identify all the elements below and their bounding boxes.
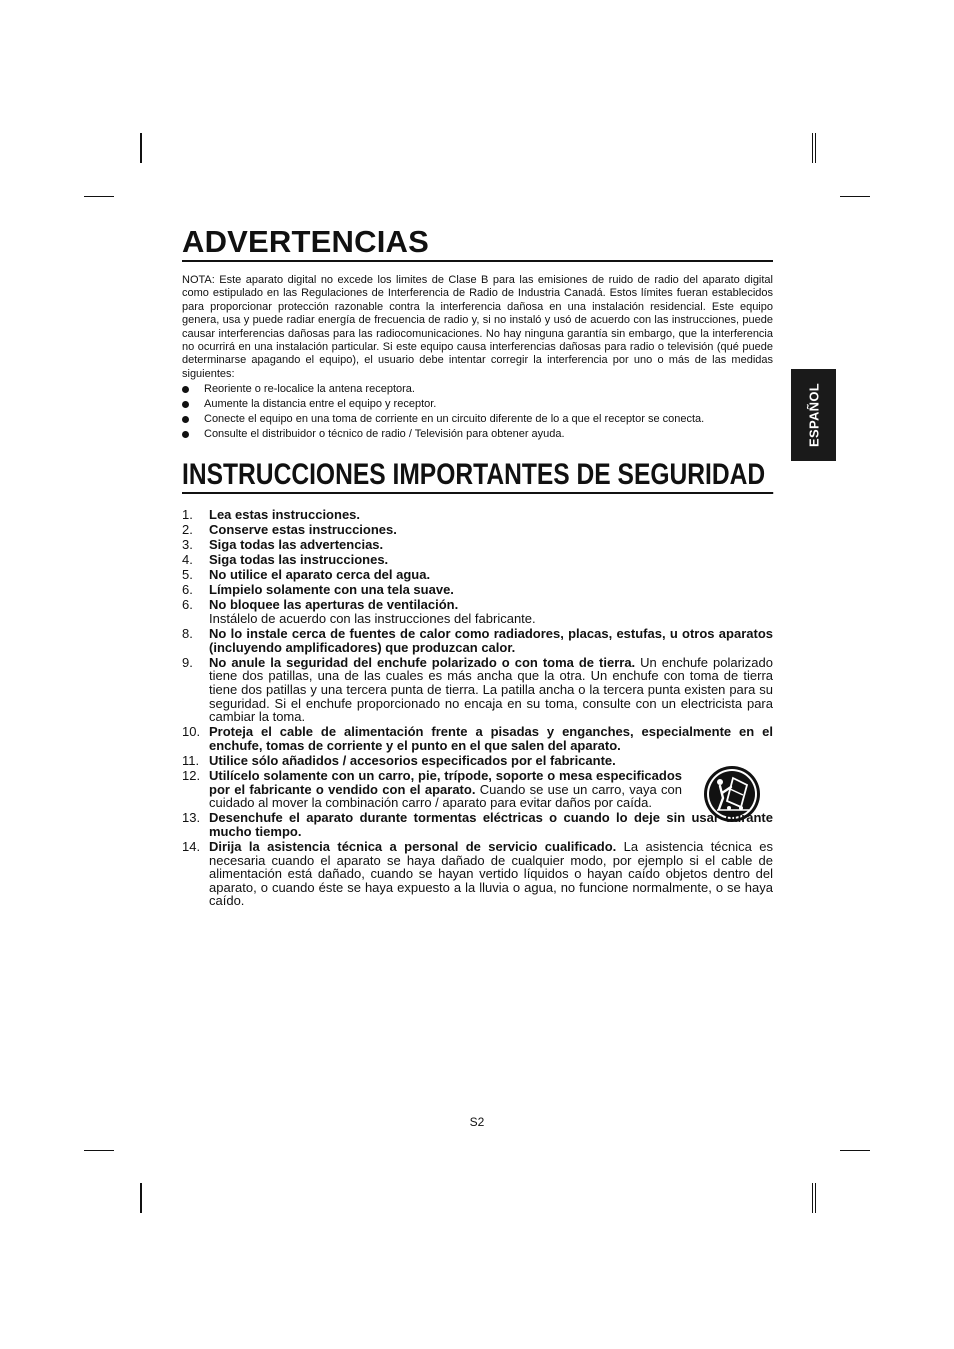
- bullet-dot-icon: [182, 416, 189, 423]
- bullet-text: Conecte el equipo en una toma de corriente en un circuito diferente de lo a que el receptor se conecta.: [204, 413, 705, 426]
- crop-mark: [84, 196, 114, 197]
- instruction-bold-text: No bloquee las aperturas de ventilación.: [209, 597, 459, 613]
- instruction-item: [182, 769, 773, 810]
- instruction-number: 6.: [182, 582, 193, 598]
- crop-mark: [840, 1150, 870, 1151]
- bullet-text: Aumente la distancia entre el equipo y receptor.: [204, 398, 437, 411]
- warnings-title: ADVERTENCIAS: [182, 224, 773, 262]
- safety-section: [182, 458, 773, 494]
- language-tab: [791, 369, 836, 461]
- instruction-item: [182, 598, 773, 625]
- instruction-text: Un enchufe polarizado tiene dos patillas, una de las cuales es más ancha que la otra. Un enchufe con toma de tierra tiene dos patillas y una tercera punta de tierra. La patilla ancha o la tercera punta existen para su seguridad. Si el enchufe proporcionado no encaja en su toma, consulte con un electricista para cambiar la toma.: [209, 654, 774, 725]
- bullet-dot-icon: [182, 386, 189, 393]
- instruction-text: La asistencia técnica es necesaria cuando el aparato se haya dañado de cualquier modo, por ejemplo si el cable de alimentación está dañado, cuando se hayan vertido líquidos o hayan caído objetos dentro del aparato, o cuando éste se haya expuesto a la lluvia o agua, no funcione normalmente, o se haya caído.: [209, 839, 773, 909]
- instruction-bold-text: Conserve estas instrucciones.: [209, 521, 397, 537]
- instruction-number: 5.: [182, 567, 193, 583]
- bullet-text: Reoriente o re-localice la antena receptora.: [204, 383, 415, 396]
- instruction-item: [182, 583, 773, 597]
- crop-mark: [812, 1183, 813, 1213]
- instruction-number: 11.: [182, 752, 200, 768]
- instruction-number: 12.: [182, 768, 201, 784]
- warnings-bullet-list: [182, 382, 773, 442]
- crop-mark: [840, 196, 870, 197]
- crop-mark: [812, 133, 813, 163]
- warnings-note: NOTA: Este aparato digital no excede los limites de Clase B para las emisiones de ruido de radio del aparato digital como estipulado en las Regulaciones de Interferencia de Radio de Industria Canadá. Estos límites fueran establecidos para proporcionar protección razonable contra la interferencia dañosa en una instalación residencial. Este equipo genera, usa y puede radiar energía de frecuencia de radio y, si no instaló y usó de acuerdo con las instrucciones, puede causar interferencias dañosas para las radiocomunicaciones. No hay ninguna garantía sin embargo, que la interferencia no ocurrirá en una instalación particular. Si este equipo causa interferencias dañosas para radio o televisión (qué puede determinarse apagando el equipo), el usuario debe intentar corregir la interferencia por uno o más de las medidas siguientes:: [182, 274, 773, 380]
- crop-mark: [815, 133, 816, 163]
- instruction-item: [182, 811, 773, 838]
- instruction-bold-text: Desenchufe el aparato durante tormentas eléctricas o cuando lo deje sin usar durante mucho tiempo.: [209, 810, 773, 839]
- instruction-number: 9.: [182, 654, 193, 670]
- safety-title: INSTRUCCIONES IMPORTANTES DE SEGURIDAD: [182, 458, 773, 494]
- instruction-item: [182, 508, 773, 522]
- crop-mark: [815, 1183, 816, 1213]
- instruction-bold-text: Utilice sólo añadidos / accesorios especificados por el fabricante.: [209, 752, 616, 768]
- instruction-item: [182, 538, 773, 552]
- crop-mark: [84, 1150, 114, 1151]
- instruction-bold-text: Utilícelo solamente con un carro, pie, trípode, soporte o mesa especificados por el fabricante o vendido con el aparato.: [209, 768, 682, 797]
- crop-mark: [140, 133, 142, 163]
- instruction-text: Cuando se use un carro, vaya con cuidado al mover la combinación carro / aparato para evitar daños por caída.: [209, 781, 682, 811]
- instruction-text: Instálelo de acuerdo con las instrucciones del fabricante.: [209, 611, 536, 627]
- bullet-item: [182, 397, 773, 412]
- safety-instruction-list: [182, 508, 773, 908]
- bullet-dot-icon: [182, 431, 189, 438]
- crop-mark: [140, 1183, 142, 1213]
- instruction-number: 13.: [182, 810, 201, 826]
- instruction-bold-text: Siga todas las instrucciones.: [209, 552, 389, 568]
- instruction-bold-text: Lea estas instrucciones.: [209, 506, 361, 522]
- bullet-text: Consulte el distribuidor o técnico de radio / Televisión para obtener ayuda.: [204, 427, 565, 440]
- instruction-item: [182, 725, 773, 752]
- instruction-number: 14.: [182, 839, 201, 855]
- instruction-item: [182, 656, 773, 724]
- instruction-item: [182, 840, 773, 908]
- instruction-number: 3.: [182, 537, 193, 553]
- instruction-item: [182, 553, 773, 567]
- instruction-bold-text: Dirija la asistencia técnica a personal de servicio cualificado.: [209, 839, 617, 855]
- instruction-bold-text: No utilice el aparato cerca del agua.: [209, 567, 431, 583]
- bullet-item: [182, 412, 773, 427]
- bullet-item: [182, 427, 773, 442]
- instruction-bold-text: No anule la seguridad del enchufe polarizado o con toma de tierra.: [209, 654, 636, 670]
- page-content: [182, 224, 773, 910]
- language-tab-label: ESPAÑOL: [806, 383, 821, 447]
- instruction-item: [182, 627, 773, 654]
- instruction-bold-text: Proteja el cable de alimentación frente a pisadas y enganches, especialmente en el enchufe, tomas de corriente y el punto en el que salen del aparato.: [209, 724, 773, 753]
- instruction-number: 8.: [182, 626, 193, 642]
- instruction-number: 1.: [182, 506, 193, 522]
- instruction-number: 6.: [182, 597, 193, 613]
- bullet-dot-icon: [182, 401, 189, 408]
- instruction-number: 4.: [182, 552, 193, 568]
- instruction-item: [182, 754, 773, 768]
- instruction-item: [182, 523, 773, 537]
- instruction-number: 10.: [182, 724, 201, 740]
- instruction-item: [182, 568, 773, 582]
- instruction-bold-text: Siga todas las advertencias.: [209, 537, 384, 553]
- instruction-bold-text: Límpielo solamente con una tela suave.: [209, 582, 454, 598]
- bullet-item: [182, 382, 773, 397]
- instruction-bold-text: No lo instale cerca de fuentes de calor como radiadores, placas, estufas, u otros aparatos (incluyendo amplificadores) que produzcan calor.: [209, 626, 773, 655]
- instruction-number: 2.: [182, 521, 193, 537]
- page-number: S2: [469, 1115, 485, 1129]
